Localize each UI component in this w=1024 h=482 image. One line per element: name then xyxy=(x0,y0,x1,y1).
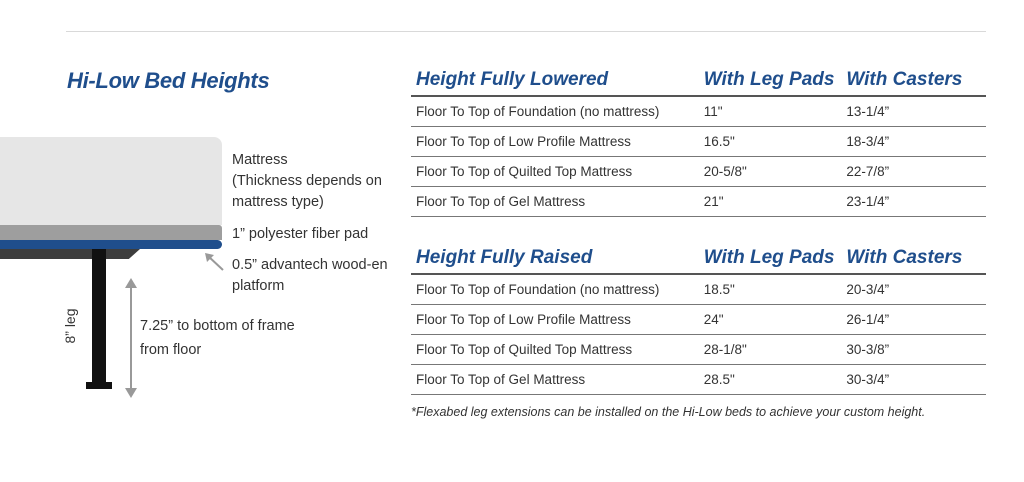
top-divider xyxy=(66,31,986,32)
pointer-arrow-icon xyxy=(203,252,225,272)
platform-layer xyxy=(0,240,222,249)
section-title: Hi-Low Bed Heights xyxy=(67,68,270,93)
casters-value: 30-3/4” xyxy=(841,365,986,395)
table-height-raised xyxy=(411,244,986,395)
casters-value: 26-1/4” xyxy=(841,305,986,335)
table-row xyxy=(411,187,986,217)
table-header-row xyxy=(411,66,986,96)
leg-pads-value: 21" xyxy=(699,187,842,217)
table-row xyxy=(411,96,986,127)
leg-pads-value: 28.5" xyxy=(699,365,842,395)
leg-pads-value: 11" xyxy=(699,96,842,127)
header-with-leg-pads: With Leg Pads xyxy=(699,66,842,96)
row-label: Floor To Top of Gel Mattress xyxy=(411,187,699,217)
row-label: Floor To Top of Gel Mattress xyxy=(411,365,699,395)
bed-leg-foot xyxy=(86,382,112,389)
leg-pads-value: 20-5/8" xyxy=(699,157,842,187)
leg-pads-value: 18.5" xyxy=(699,274,842,305)
row-label: Floor To Top of Foundation (no mattress) xyxy=(411,274,699,305)
table-row xyxy=(411,127,986,157)
casters-value: 13-1/4” xyxy=(841,96,986,127)
row-label: Floor To Top of Quilted Top Mattress xyxy=(411,157,699,187)
casters-value: 18-3/4” xyxy=(841,127,986,157)
casters-value: 30-3/8” xyxy=(841,335,986,365)
row-label: Floor To Top of Foundation (no mattress) xyxy=(411,96,699,127)
leg-pads-value: 28-1/8" xyxy=(699,335,842,365)
row-label: Floor To Top of Low Profile Mattress xyxy=(411,127,699,157)
fiber-pad-layer xyxy=(0,225,222,240)
bed-frame xyxy=(0,249,140,259)
footnote: *Flexabed leg extensions can be installed on the Hi-Low beds to achieve your custom height. xyxy=(411,405,926,419)
leg-pads-value: 24" xyxy=(699,305,842,335)
table-row xyxy=(411,365,986,395)
header-with-casters: With Casters xyxy=(841,66,986,96)
row-label: Floor To Top of Low Profile Mattress xyxy=(411,305,699,335)
dimension-line xyxy=(130,286,132,390)
bed-leg xyxy=(92,249,106,383)
table-row xyxy=(411,274,986,305)
casters-value: 23-1/4” xyxy=(841,187,986,217)
table-row xyxy=(411,335,986,365)
table-header-row xyxy=(411,244,986,274)
casters-value: 22-7/8” xyxy=(841,157,986,187)
row-label: Floor To Top of Quilted Top Mattress xyxy=(411,335,699,365)
header-with-leg-pads: With Leg Pads xyxy=(699,244,842,274)
leg-length-label: 8” leg xyxy=(62,308,78,344)
table-row xyxy=(411,305,986,335)
mattress-label-group xyxy=(232,150,382,213)
dimension-arrow-down-icon xyxy=(125,388,137,398)
fiber-pad-label: 1” polyester fiber pad xyxy=(232,226,369,242)
casters-value: 20-3/4” xyxy=(841,274,986,305)
header-with-casters: With Casters xyxy=(841,244,986,274)
header-height-fully-lowered: Height Fully Lowered xyxy=(411,66,699,96)
leg-pads-value: 16.5" xyxy=(699,127,842,157)
header-height-fully-raised: Height Fully Raised xyxy=(411,244,699,274)
platform-label: 0.5” advantech wood-en platform xyxy=(232,257,388,294)
table-row xyxy=(411,157,986,187)
mattress-layer xyxy=(0,137,222,225)
frame-height-label: 7.25” to bottom of frame from floor xyxy=(140,318,295,358)
mattress-note: (Thickness depends on mattress type) xyxy=(232,173,382,210)
table-height-lowered xyxy=(411,66,986,217)
mattress-label: Mattress xyxy=(232,152,288,168)
